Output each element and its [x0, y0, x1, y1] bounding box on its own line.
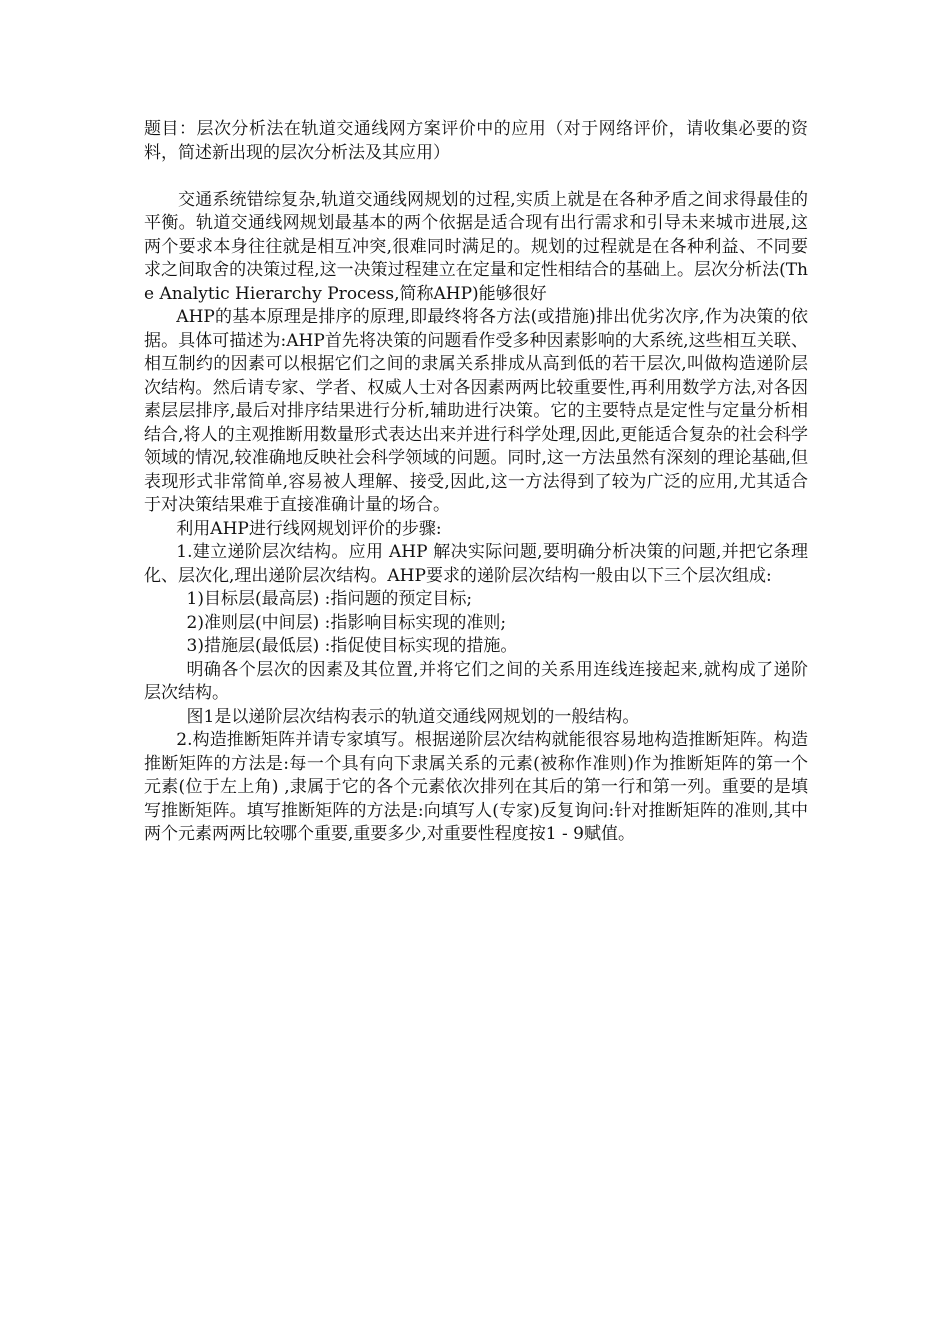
figure-reference-paragraph: 图1是以递阶层次结构表示的轨道交通线网规划的一般结构。: [186, 706, 640, 727]
document-title: 题目：层次分析法在轨道交通线网方案评价中的应用（对于网络评价，请收集必要的资料，简述新出现的层次分析法及其应用）: [144, 119, 808, 163]
level-item-measures: 3)措施层(最低层) :指促使目标实现的措施。: [186, 636, 518, 656]
document-page: [144, 118, 808, 847]
step-1-paragraph: 1.建立递阶层次结构。应用 AHP 解决实际问题,要明确分析决策的问题,并把它条理化、层次化,理出递阶层次结构。AHP要求的递阶层次结构一般由以下三个层次组成:: [144, 542, 808, 586]
structure-summary-paragraph: 明确各个层次的因素及其位置,并将它们之间的关系用连线连接起来,就构成了递阶层次结构。: [144, 659, 808, 703]
intro-paragraph: 交通系统错综复杂,轨道交通线网规划的过程,实质上就是在各种矛盾之间求得最佳的平衡。轨道交通线网规划最基本的两个依据是适合现有出行需求和引导未来城市进展,这两个要求本身往往就是相互冲突,很难同时满足的。规划的过程就是在各种利益、不同要求之间取舍的决策过程,这一决策过程建立在定量和定性相结合的基础上。层次分析法(The Analytic Hierarchy Process,简称AHP)能够很好: [144, 189, 808, 304]
step-2-paragraph: 2.构造推断矩阵并请专家填写。根据递阶层次结构就能很容易地构造推断矩阵。构造推断矩阵的方法是:每一个具有向下隶属关系的元素(被称作准则)作为推断矩阵的第一个元素(位于左上角) ,隶属于它的各个元素依次排列在其后的第一行和第一列。重要的是填写推断矩阵。填写推断矩阵的方法是:向填写人(专家)反复询问:针对推断矩阵的准则,其中两个元素两两比较哪个重要,重要多少,对重要性程度按1 - 9赋值。: [144, 730, 808, 844]
level-item-target: 1)目标层(最高层) :指问题的预定目标;: [186, 589, 473, 609]
ahp-principle-paragraph: AHP的基本原理是排序的原理,即最终将各方法(或措施)排出优劣次序,作为决策的依据。具体可描述为:AHP首先将决策的问题看作受多种因素影响的大系统,这些相互关联、相互制约的因素可以根据它们之间的隶属关系排成从高到低的若干层次,叫做构造递阶层次结构。然后请专家、学者、权威人士对各因素两两比较重要性,再利用数学方法,对各因素层层排序,最后对排序结果进行分析,辅助进行决策。它的主要特点是定性与定量分析相结合,将人的主观推断用数量形式表达出来并进行科学处理,因此,更能适合复杂的社会科学领域的情况,较准确地反映社会科学领域的问题。同时,这一方法虽然有深刻的理论基础,但表现形式非常简单,容易被人理解、接受,因此,这一方法得到了较为广泛的应用,尤其适合于对决策结果难于直接准确计量的场合。: [144, 307, 808, 515]
level-item-criteria: 2)准则层(中间层) :指影响目标实现的准则;: [186, 612, 507, 633]
steps-heading: 利用AHP进行线网规划评价的步骤:: [176, 518, 442, 539]
